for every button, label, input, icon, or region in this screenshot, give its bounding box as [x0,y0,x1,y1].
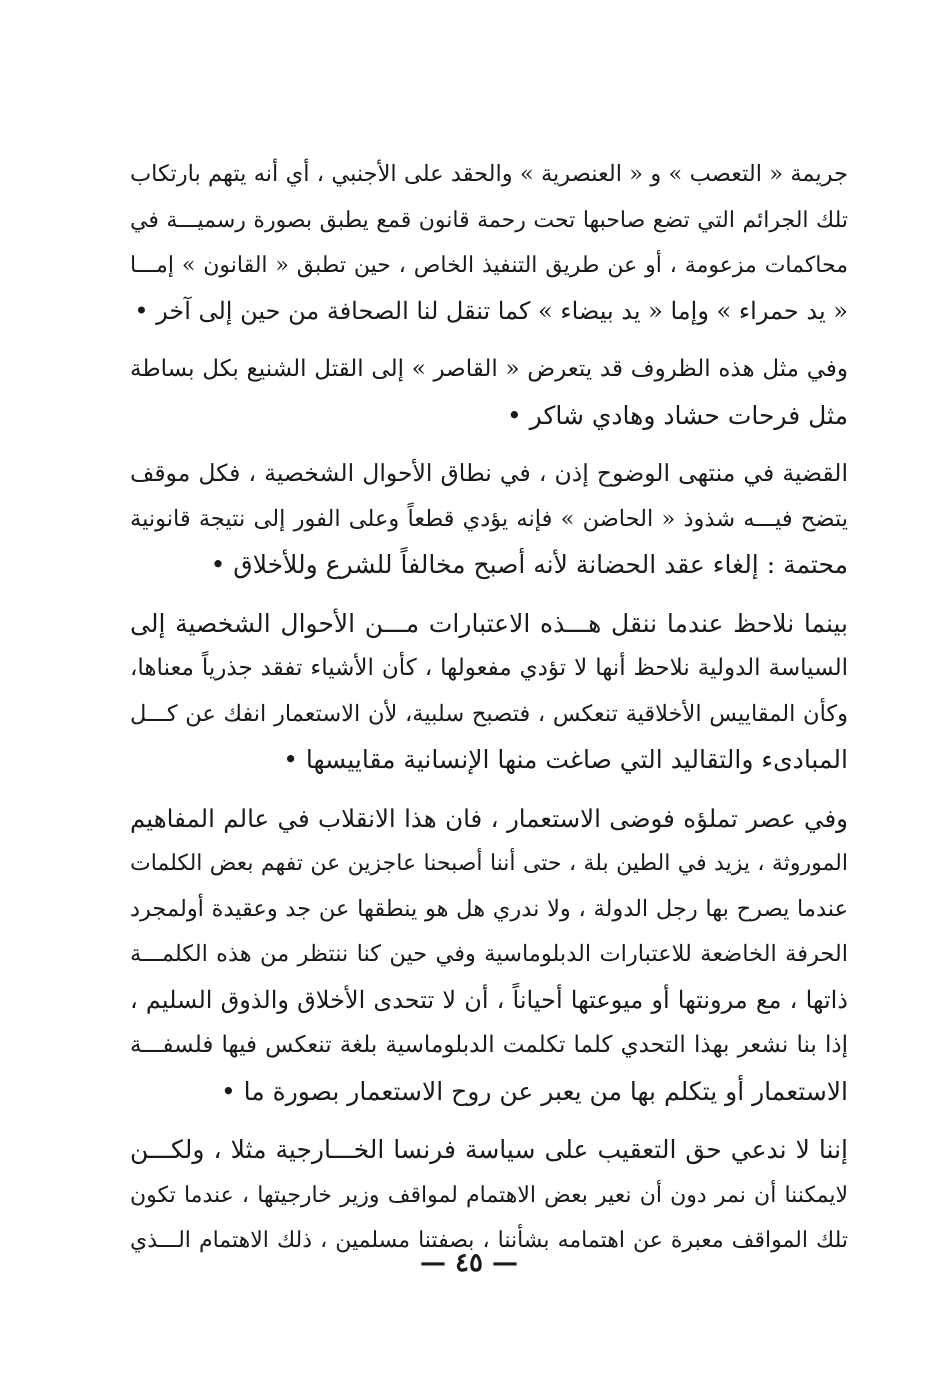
paragraph-gap [130,334,848,347]
paragraph-gap [130,783,848,796]
text-line: الموروثة ، يزيد في الطين بلة ، حتى أننا أصبحنا عاجزين عن تفهم بعض الكلمات [130,851,848,876]
text-line: مثل فرحات حشاد وهادي شاكر • [506,400,848,430]
text-line: إننا لا ندعي حق التعقيب على سياسة فرنسا الخـــارجية مثلا ، ولكـــن [130,1135,848,1164]
paragraph [130,601,848,783]
text-line: تلك الجرائم التي تضع صاحبها تحت رحمة قانون قمع يطبق بصورة رسميـــة في [130,207,848,233]
text-line: إذا بنا نشعر بهذا التحدي كلما تكلمت الدبلوماسية بلغة تنعكس فيها فلسفـــة [130,1032,848,1058]
text-line: تلك المواقف معبرة عن اهتمامه بشأننا ، بصفتنا مسلمين ، ذلك الاهتمام الـــذي [130,1228,848,1253]
text-line: ذاتها ، مع مرونتها أو ميوعتها أحياناً ، أن لا تتحدى الأخلاق والذوق السليم ، [130,985,848,1014]
paragraph [130,347,848,438]
text-line: لايمكننا أن نمر دون أن نعير بعض الاهتمام لمواقف وزير خارجيتها ، عندما تكون [130,1182,848,1208]
text-line: وفي مثل هذه الظروف قد يتعرض « القاصر » إلى القتل الشنيع بكل بساطة [130,356,848,382]
text-line: عندما يصرح بها رجل الدولة ، ولا ندري هل هو ينطقها عن جد وعقيدة أولمجرد [130,895,848,922]
paragraph-gap [130,438,848,451]
paragraph-gap [130,1114,848,1127]
paragraph-gap [130,588,848,601]
paragraph [130,152,848,334]
text-line: يتضح فيـــه شذوذ « الحاضن » فإنه يؤدي قطعاً وعلى الفور إلى نتيجة قانونية [130,505,848,532]
paragraph [130,451,848,588]
paragraph [130,796,848,1115]
text-line: « يد حمراء » وإما « يد بيضاء » كما تنقل لنا الصحافة من حين إلى آخر • [134,296,848,325]
text-line: محتمة : إلغاء عقد الحضانة لأنه أصبح مخالفاً للشرع وللأخلاق • [210,550,848,579]
text-line: السياسة الدولية نلاحظ أنها لا تؤدي مفعولها ، كأن الأشياء تفقد جذرياً معناها، [130,655,848,681]
text-line: بينما نلاحظ عندما ننقل هـــذه الاعتبارات مـــن الأحوال الشخصية إلى [130,608,848,638]
paragraph [130,1127,848,1264]
text-line: القضية في منتهى الوضوح إذن ، في نطاق الأحوال الشخصية ، فكل موقف [130,459,848,487]
text-line: الحرفة الخاضعة للاعتبارات الدبلوماسية وفي حين كنا ننتظر من هذه الكلمـــة [130,941,848,967]
text-line: جريمة « التعصب » و « العنصرية » والحقد على الأجنبي ، أي أنه يتهم بارتكاب [130,161,848,187]
text-line: وفي عصر تملؤه فوضى الاستعمار ، فان هذا الانقلاب في عالم المفاهيم [130,803,848,833]
page-number: — ٤٥ — [419,1248,519,1278]
text-line: وكأن المقاييس الأخلاقية تنعكس ، فتصبح سلبية، لأن الاستعمار انفك عن كـــل [130,700,848,727]
text-line: محاكمات مزعومة ، أو عن طريق التنفيذ الخاص ، حين تطبق « القانون » إمـــا [130,253,848,278]
text-line: المبادىء والتقاليد التي صاغت منها الإنسانية مقاييسها • [283,745,848,774]
body-text [130,152,848,1264]
text-line: الاستعمار أو يتكلم بها من يعبر عن روح الاستعمار بصورة ما • [220,1076,848,1106]
